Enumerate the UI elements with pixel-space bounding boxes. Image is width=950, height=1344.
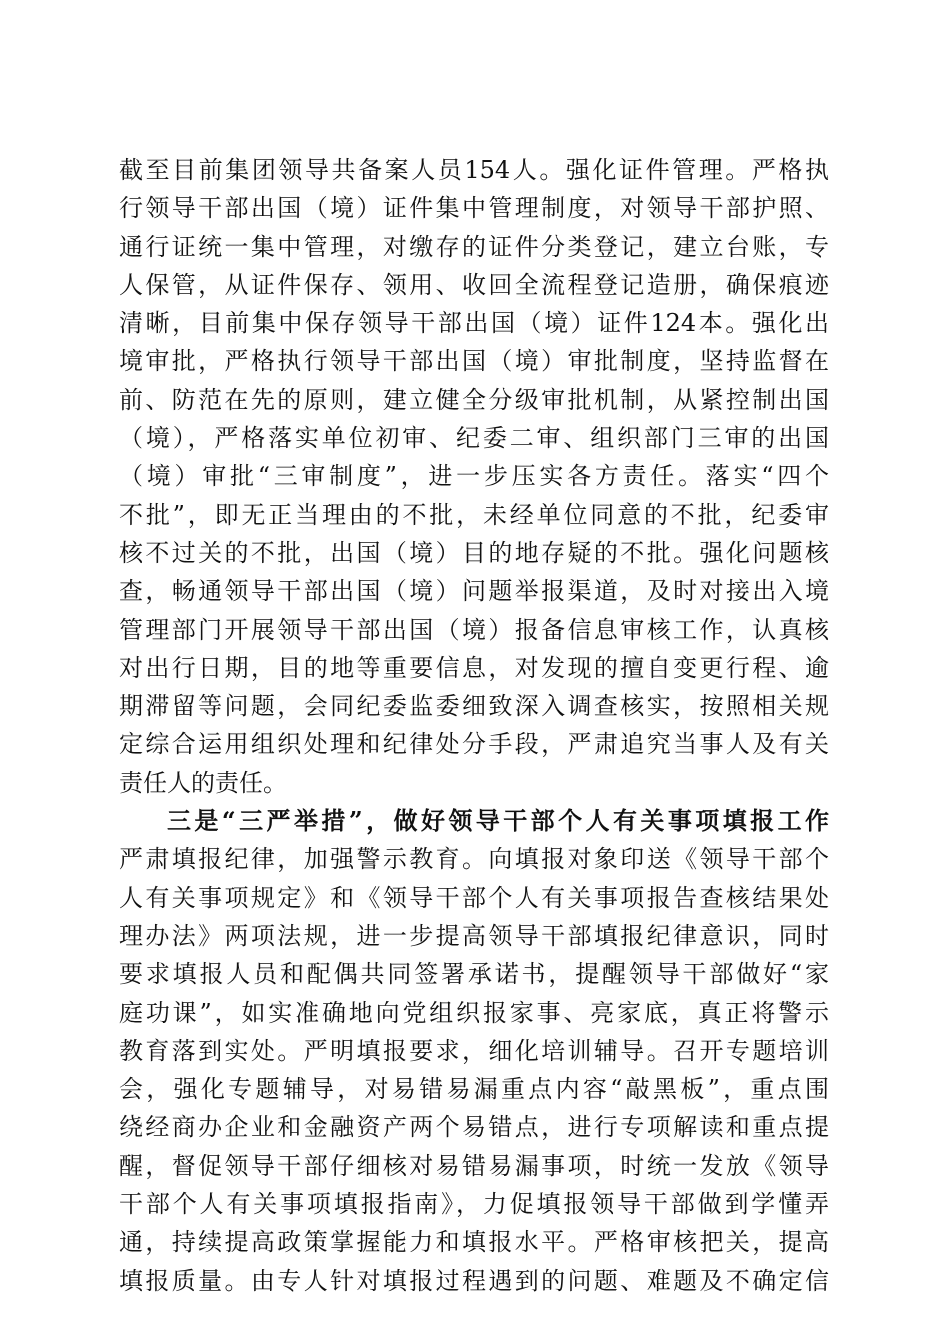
text-line: 定综合运用组织处理和纪律处分手段，严肃追究当事人及有关 — [119, 730, 829, 759]
text-line: 行领导干部出国（境）证件集中管理制度，对领导干部护照、 — [119, 194, 829, 223]
section-heading: 三是“三严举措”，做好领导干部个人有关事项填报工作 — [167, 806, 829, 836]
text-line: 严肃填报纪律，加强警示教育。向填报对象印送《领导干部个 — [119, 845, 829, 874]
text-line: 境审批，严格执行领导干部出国（境）审批制度，坚持监督在 — [119, 347, 829, 376]
text-line: 不批”，即无正当理由的不批，未经单位同意的不批，纪委审 — [119, 500, 829, 529]
text-line: （境）审批“三审制度”，进一步压实各方责任。落实“四个 — [119, 462, 829, 491]
text-line: 醒，督促领导干部仔细核对易错易漏事项，时统一发放《领导 — [119, 1151, 829, 1180]
text-line: 责任人的责任。 — [119, 768, 287, 797]
text-line: 截至目前集团领导共备案人员154人。强化证件管理。严格执 — [119, 156, 829, 184]
text-line: 前、防范在先的原则，建立健全分级审批机制，从紧控制出国 — [119, 385, 829, 414]
body-text — [119, 151, 829, 1300]
text-line: 干部个人有关事项填报指南》，力促填报领导干部做到学懂弄 — [119, 1190, 829, 1219]
text-line: 期滞留等问题，会同纪委监委细致深入调查核实，按照相关规 — [119, 692, 829, 721]
text-line: 要求填报人员和配偶共同签署承诺书，提醒领导干部做好“家 — [119, 960, 829, 989]
text-line: 理办法》两项法规，进一步提高领导干部填报纪律意识，同时 — [119, 921, 829, 950]
text-line: 教育落到实处。严明填报要求，细化培训辅导。召开专题培训 — [119, 1036, 829, 1065]
text-line: 绕经商办企业和金融资产两个易错点，进行专项解读和重点提 — [119, 1113, 829, 1142]
text-line: 人保管，从证件保存、领用、收回全流程登记造册，确保痕迹 — [119, 270, 829, 299]
text-line: 对出行日期，目的地等重要信息，对发现的擅自变更行程、逾 — [119, 653, 829, 682]
text-line: 通行证统一集中管理，对缴存的证件分类登记，建立台账，专 — [119, 232, 829, 261]
text-line: 通，持续提高政策掌握能力和填报水平。严格审核把关，提高 — [119, 1228, 829, 1257]
text-line: 管理部门开展领导干部出国（境）报备信息审核工作，认真核 — [119, 615, 829, 644]
text-line: 庭功课”，如实准确地向党组织报家事、亮家底，真正将警示 — [119, 998, 829, 1027]
text-line: 核不过关的不批，出国（境）目的地存疑的不批。强化问题核 — [119, 538, 829, 567]
text-line: 填报质量。由专人针对填报过程遇到的问题、难题及不确定信 — [119, 1266, 829, 1295]
text-line: 会，强化专题辅导，对易错易漏重点内容“敲黑板”，重点围 — [119, 1075, 829, 1104]
text-line: 查，畅通领导干部出国（境）问题举报渠道，及时对接出入境 — [119, 577, 829, 606]
text-line: 清晰，目前集中保存领导干部出国（境）证件124本。强化出 — [119, 309, 829, 338]
text-line: （境），严格落实单位初审、纪委二审、组织部门三审的出国 — [119, 424, 829, 453]
text-line: 人有关事项规定》和《领导干部个人有关事项报告查核结果处 — [119, 883, 829, 912]
